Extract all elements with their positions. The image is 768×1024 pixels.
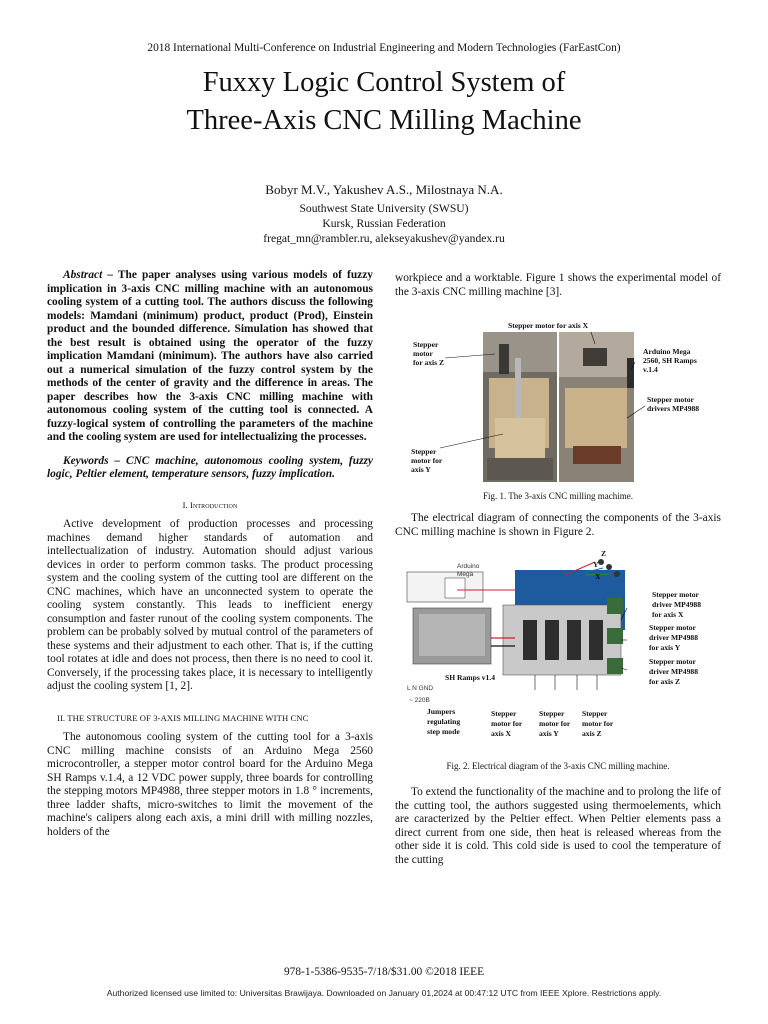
abstract-text: The paper analyses using various models of fuzzy implication in 3-axis CNC milling machine with an autonomous cooling system of a cutting tool. The authors discuss the following models: Mamdani (minimum) product, product (Prod), Einstein product and the bounded difference. Simulation has showed that the best result is obtained using the operator of the fuzzy implication Mamdani (minimum). The authors have also carried out a numerical simulation of the fuzzy control system by the methods of the center of gravity and the difference in areas. The paper describes how the 3-axis CNC milling machine with autonomous cooling system of the cutting tool is connected. A fuzzy-logical system of controlling the parameters of the machine and the cooling system are used for intellectualizing the processes. — [47, 269, 373, 443]
fig2-label-power-v: ~ 220B — [409, 697, 430, 704]
figure-2-caption: Fig. 2. Electrical diagram of the 3-axis CNC milling machine. — [446, 761, 670, 771]
fig2-label-drv-x-3: for axis X — [652, 610, 684, 619]
fig2-label-my-3: axis Y — [539, 729, 559, 738]
isbn-footer: 978-1-5386-9535-7/18/$31.00 ©2018 IEEE — [283, 966, 485, 978]
fig2-label-arduino-1: Arduino — [457, 563, 480, 570]
license-footer: Authorized licensed use limited to: Universitas Brawijaya. Downloaded on January 01,2024 at 00:47:12 UTC from IEEE Xplore. Restrictions apply. — [106, 988, 662, 998]
figure-1-photo — [395, 318, 721, 498]
fig2-label-drv-y-2: driver MP4988 — [649, 633, 698, 642]
right-column-top — [395, 272, 721, 299]
left-column — [47, 269, 373, 839]
fig1-label-axis-z-3: for axis Z — [413, 358, 445, 367]
fig1-label-axis-y-1: Stepper — [411, 447, 437, 456]
fig2-label-drv-z-2: driver MP4988 — [649, 667, 698, 676]
ramps-board — [503, 605, 621, 675]
authors: Bobyr M.V., Yakushev A.S., Milostnaya N.A. — [265, 182, 503, 197]
section-1-text: Active development of production processes and processing machines demand higher standards of automation and intellectualization of industry. Automation should adjust various devices in order to perform common tasks. The product processing system and the cooling system of the cutting tool are different on the CNC machines, which have an unconnected system to operate the cooling system constantly. This leads to inefficient energy consumption and faster runout of the cooling system components. The problem can be probably solved by mutual control of the parameters of these systems and their adjustment to each other. That is, if the cutting tool rotates at idle and does not process, then there is no need to cool it. Conversely, if the processing takes place, it is necessary to intelligently adjust the cooling system [1, 2]. — [47, 518, 373, 692]
figure-2-diagram — [395, 550, 721, 750]
fig1-label-drivers-2: drivers MP4988 — [647, 404, 700, 413]
fig1-label-axis-y-3: axis Y — [411, 465, 431, 474]
keywords-text: CNC machine, autonomous cooling system, fuzzy logic, Peltier element, temperature sensors, fuzzy implication. — [47, 454, 373, 480]
fig2-label-drv-y-1: Stepper motor — [649, 623, 696, 632]
right-para-3: To extend the functionality of the machine and to prolong the life of the cutting tool, the authors suggested using thermoelements, which are caracterized by the Peltier effect. When Peltier elements pass a direct current from one side, then heat is released whereas from the other side it is cold. This cold side is used to cool the temperature of the cutting — [395, 786, 721, 866]
fig2-label-z: Z — [601, 550, 607, 558]
fig2-label-jumpers-1: Jumpers — [427, 707, 456, 716]
fig1-label-arduino-2: 2560, SH Ramps — [643, 356, 697, 365]
fig2-label-mx-1: Stepper — [491, 709, 517, 718]
fig2-label-jumpers-2: regulating — [427, 717, 461, 726]
right-para-2: The electrical diagram of connecting the components of the 3-axis CNC milling machine is shown in Figure 2. — [395, 512, 721, 538]
fig2-label-power-terms: L N GND — [407, 685, 434, 692]
conference-name: 2018 International Multi-Conference on Industrial Engineering and Modern Technologies (FarEastCon) — [147, 42, 621, 54]
fig2-label-drv-x-1: Stepper motor — [652, 590, 699, 599]
affiliation — [0, 201, 768, 246]
fig2-label-mz-3: axis Z — [582, 729, 602, 738]
fig2-label-jumpers-3: step mode — [427, 727, 460, 736]
fig1-label-axis-x: Stepper motor for axis X — [508, 321, 589, 330]
fig1-label-axis-y-2: motor for — [411, 456, 443, 465]
fig2-label-drv-y-3: for axis Y — [649, 643, 681, 652]
right-column-bottom — [395, 786, 721, 867]
fig2-label-arduino-2: Mega — [457, 571, 474, 578]
emails: fregat_mn@rambler.ru, alekseyakushev@yandex.ru — [263, 232, 505, 245]
fig2-label-drv-z-3: for axis Z — [649, 677, 681, 686]
figure-1-caption: Fig. 1. The 3-axis CNC milling machime. — [482, 491, 634, 501]
fig2-label-drv-z-1: Stepper motor — [649, 657, 696, 666]
fig2-label-mx-2: motor for — [491, 719, 523, 728]
fig2-label-mx-3: axis X — [491, 729, 512, 738]
fig1-label-axis-z-1: Stepper — [413, 340, 439, 349]
figure-2 — [395, 550, 721, 770]
right-para-1: workpiece and a worktable. Figure 1 shows the experimental model of the 3-axis CNC milling machine [3]. — [395, 272, 721, 298]
section-2-heading: II. THE STRUCTURE OF 3-AXIS MILLING MACHINE WITH CNC — [57, 712, 309, 723]
fig1-label-arduino-1: Arduino Mega — [643, 347, 691, 356]
figure-1 — [395, 318, 721, 501]
fig1-label-drivers-1: Stepper motor — [647, 395, 694, 404]
fig1-label-arduino-3: v.1.4 — [643, 365, 658, 374]
keywords — [47, 455, 373, 482]
fig2-label-mz-1: Stepper — [582, 709, 608, 718]
university: Southwest State University (SWSU) — [299, 202, 469, 215]
abstract-label: Abstract – — [63, 269, 114, 281]
fig1-label-axis-z-2: motor — [413, 349, 433, 358]
abstract — [47, 269, 373, 445]
section-2-text: The autonomous cooling system of the cutting tool for a 3-axis CNC milling machine consists of an Arduino Mega 2560 microcontroller, a stepper motor control board for the Arduino Mega SH Ramps v.1.4, a 12 VDC power supply, three boards for controlling the stepping motors MP4988, three stepper motors in 1.8 ° increments, three ladder shafts, micro-switches to limit the movement of the machine's calipers along each axis, a mini drill with milling nozzles, holders of the — [47, 731, 373, 838]
location: Kursk, Russian Federation — [322, 217, 446, 230]
title-line-2: Three-Axis CNC Milling Machine — [186, 105, 582, 136]
paper-title — [0, 64, 768, 140]
fig2-label-ramps: SH Ramps v1.4 — [445, 673, 496, 682]
keywords-label: Keywords – — [63, 454, 121, 467]
fig2-label-my-2: motor for — [539, 719, 571, 728]
title-line-1: Fuxxy Logic Control System of — [202, 67, 566, 98]
section-1-heading: I. Introduction — [182, 499, 238, 510]
fig2-label-mz-2: motor for — [582, 719, 614, 728]
fig2-label-drv-x-2: driver MP4988 — [652, 600, 701, 609]
fig2-label-my-1: Stepper — [539, 709, 565, 718]
right-column-mid — [395, 512, 721, 539]
fig2-label-y: Y — [593, 560, 599, 569]
fig2-label-x: X — [595, 572, 601, 581]
